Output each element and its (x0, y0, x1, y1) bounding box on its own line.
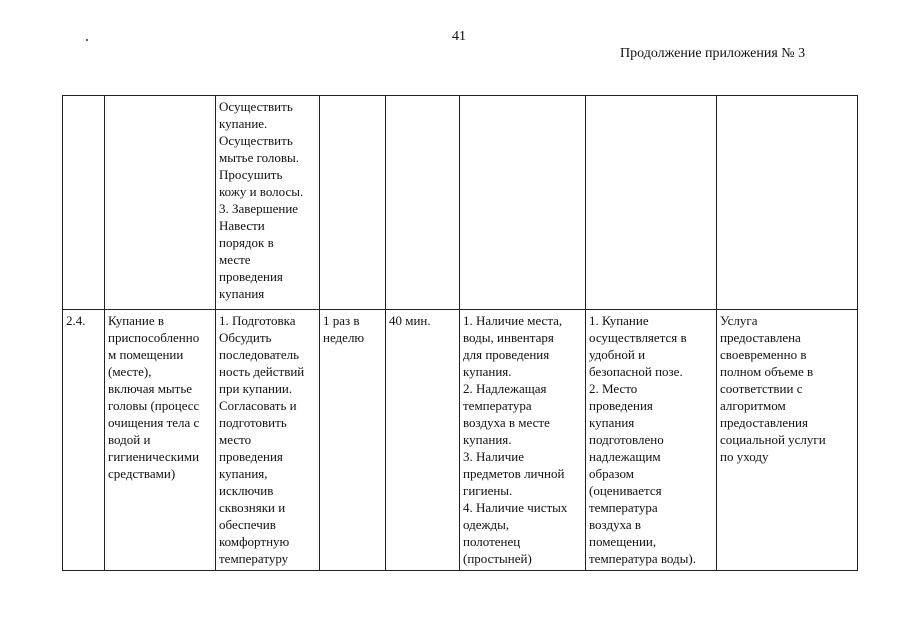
page-number: 41 (452, 29, 466, 44)
cell-result (717, 96, 858, 310)
table-row (63, 310, 858, 571)
appendix-continuation-note: Продолжение приложения № 3 (620, 46, 806, 61)
cell-number (63, 96, 105, 310)
table-row (63, 96, 858, 310)
cell-duration (386, 96, 460, 310)
cell-service-name: Купание в приспособленно м помещении (месте), включая мытье головы (процесс очищения тела с водой и гигиеническими средствами) (105, 310, 216, 571)
cell-result: Услуга предоставлена своевременно в полном объеме в соответствии с алгоритмом предоставления социальной услуги по уходу (717, 310, 858, 571)
cell-frequency (320, 96, 386, 310)
cell-conditions: 1. Наличие места, воды, инвентаря для проведения купания. 2. Надлежащая температура воздуха в месте купания. 3. Наличие предметов личной гигиены. 4. Наличие чистых одежды, полотенец (простыней) (460, 310, 586, 571)
cell-duration: 40 мин. (386, 310, 460, 571)
cell-conditions (460, 96, 586, 310)
cell-quality-indicators: 1. Купание осуществляется в удобной и безопасной позе. 2. Место проведения купания подготовлено надлежащим образом (оценивается температура воздуха в помещении, температура воды). (586, 310, 717, 571)
cell-service-name (105, 96, 216, 310)
service-standard-table (62, 95, 858, 571)
cell-procedure: 1. Подготовка Обсудить последователь ность действий при купании. Согласовать и подготовить место проведения купания, исключив сквозняки и обеспечив комфортную температуру (216, 310, 320, 571)
cell-procedure: Осуществить купание. Осуществить мытье головы. Просушить кожу и волосы. 3. Завершение Навести порядок в месте проведения купания (216, 96, 320, 310)
stray-mark (86, 39, 88, 41)
cell-frequency: 1 раз в неделю (320, 310, 386, 571)
cell-quality-indicators (586, 96, 717, 310)
cell-number: 2.4. (63, 310, 105, 571)
